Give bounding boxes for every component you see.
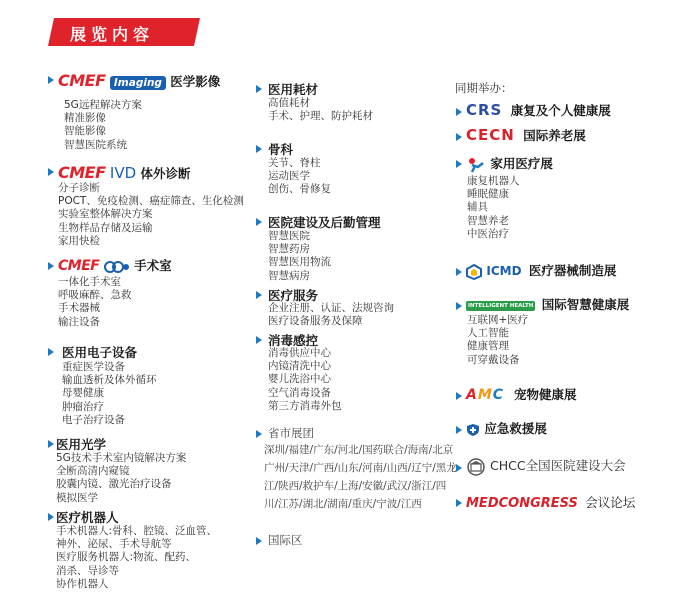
subcategory-list bbox=[467, 314, 528, 367]
list-item: 智慧医院 bbox=[268, 230, 310, 242]
bullet-icon bbox=[456, 464, 462, 472]
event-title: 家用医疗展 bbox=[490, 156, 553, 171]
bullet-icon bbox=[256, 145, 262, 153]
list-item: 空气消毒设备 bbox=[268, 386, 331, 399]
list-item: 模拟医学 bbox=[56, 491, 98, 504]
event-title: 医疗器械制造展 bbox=[528, 263, 617, 278]
category-title: 医用电子设备 bbox=[62, 345, 138, 360]
category-title: 骨科 bbox=[268, 142, 294, 157]
list-item: 手术器械 bbox=[58, 302, 100, 315]
bullet-icon bbox=[456, 426, 462, 434]
category-medical-robots[interactable] bbox=[56, 508, 119, 526]
list-item: 智慧医院系统 bbox=[64, 138, 127, 151]
list-item: 精准影像 bbox=[64, 112, 106, 125]
event-title: 国际养老展 bbox=[523, 128, 586, 143]
list-item: 全断高清内窥镜 bbox=[56, 465, 130, 478]
category-title: 消毒感控 bbox=[268, 333, 319, 348]
subcategory-list bbox=[268, 97, 373, 123]
list-item: 5G技术手术室内镜解决方案 bbox=[56, 452, 187, 464]
list-item: 关节、脊柱 bbox=[268, 157, 321, 169]
subcategory-list bbox=[56, 525, 217, 591]
category-title: 医用耗材 bbox=[268, 82, 319, 97]
event-title: 会议论坛 bbox=[585, 495, 636, 510]
event-title: 应急救援展 bbox=[484, 421, 547, 436]
category-title: 体外诊断 bbox=[140, 166, 191, 181]
event-home-medical[interactable] bbox=[466, 154, 553, 173]
list-item: 重症医学设备 bbox=[62, 361, 125, 373]
category-title: 医疗机器人 bbox=[56, 510, 119, 525]
list-item: 电子治疗设备 bbox=[62, 413, 125, 426]
imaging-tag: Imaging bbox=[110, 76, 166, 90]
list-item: 消毒供应中心 bbox=[268, 347, 331, 359]
category-international[interactable] bbox=[268, 532, 303, 548]
bullet-icon bbox=[256, 336, 262, 344]
list-item: 智慧医用物流 bbox=[268, 256, 331, 269]
bullet-icon bbox=[48, 348, 54, 356]
event-icmd[interactable] bbox=[466, 261, 616, 280]
list-item: 内镜清洗中心 bbox=[268, 360, 331, 373]
category-operating-room[interactable] bbox=[58, 256, 172, 274]
category-imaging[interactable] bbox=[58, 71, 220, 90]
bullet-icon bbox=[48, 513, 54, 521]
list-item: 人工智能 bbox=[467, 327, 509, 340]
list-item: 分子诊断 bbox=[58, 182, 100, 194]
list-item: 睡眠健康 bbox=[467, 188, 509, 201]
person-running-icon bbox=[466, 157, 486, 173]
list-item: 智慧药房 bbox=[268, 243, 310, 256]
list-item: 医疗设备服务及保障 bbox=[268, 315, 363, 328]
list-item: 呼吸麻醉、急救 bbox=[58, 289, 132, 302]
bullet-icon bbox=[456, 160, 462, 168]
bullet-icon bbox=[48, 262, 54, 270]
event-intelligent-health[interactable] bbox=[466, 295, 629, 313]
event-crs[interactable] bbox=[466, 101, 611, 119]
category-medical-electronics[interactable] bbox=[62, 343, 137, 361]
category-provincial-pavilions[interactable] bbox=[268, 425, 314, 441]
subcategory-list bbox=[268, 230, 331, 283]
list-item: 企业注册、认证、法规咨询 bbox=[268, 302, 394, 314]
list-item: 手术机器人:骨科、腔镜、泛血管、 bbox=[56, 525, 218, 537]
icmd-cube-icon bbox=[466, 264, 482, 280]
list-item: 智慧病房 bbox=[268, 269, 310, 282]
subcategory-list bbox=[56, 452, 186, 505]
bullet-icon bbox=[48, 168, 54, 176]
list-item: 第三方消毒外包 bbox=[268, 399, 342, 412]
bullet-icon bbox=[456, 392, 462, 400]
list-item: 智慧养老 bbox=[467, 214, 509, 227]
category-title: 手术室 bbox=[134, 258, 172, 273]
event-emergency-rescue[interactable] bbox=[466, 419, 547, 437]
amc-logo: AMC bbox=[466, 387, 505, 403]
event-cecn[interactable] bbox=[466, 126, 586, 144]
cmef-logo: CMEF bbox=[58, 258, 100, 274]
bullet-icon bbox=[456, 133, 462, 141]
event-title: 国际智慧健康展 bbox=[541, 297, 630, 312]
concurrent-header: 同期举办： bbox=[455, 81, 513, 95]
category-orthopedics[interactable] bbox=[268, 140, 293, 158]
cecn-logo: CECN bbox=[466, 126, 515, 144]
event-medcongress[interactable] bbox=[466, 493, 635, 511]
list-item: 可穿戴设备 bbox=[467, 353, 520, 366]
list-item: 辅具 bbox=[467, 201, 488, 214]
list-item: 母婴健康 bbox=[62, 387, 104, 400]
list-item: 手术、护理、防护耗材 bbox=[268, 110, 373, 123]
shield-cross-icon bbox=[466, 423, 480, 437]
list-item: 家用快检 bbox=[58, 234, 100, 247]
bullet-icon bbox=[456, 302, 462, 310]
list-item: 运动医学 bbox=[268, 170, 310, 183]
list-item: 医疗服务机器人:物流、配药、 bbox=[56, 551, 197, 564]
intelligent-health-logo: INTELLIGENT HEALTH bbox=[468, 302, 534, 309]
list-item: 一体化手术室 bbox=[58, 276, 121, 288]
bullet-icon bbox=[256, 85, 262, 93]
section-banner bbox=[48, 18, 200, 46]
medcongress-logo: MEDCONGRESS bbox=[466, 496, 578, 511]
chcc-emblem-icon bbox=[466, 458, 486, 476]
bullet-icon bbox=[256, 430, 262, 438]
subcategory-list bbox=[58, 182, 244, 248]
event-chcc[interactable] bbox=[466, 456, 626, 476]
crs-logo: CRS bbox=[466, 101, 503, 119]
list-item: 康复机器人 bbox=[467, 175, 520, 187]
list-item: 实验室整体解决方案 bbox=[58, 208, 153, 221]
event-title: 宠物健康展 bbox=[513, 387, 577, 402]
bullet-icon bbox=[48, 76, 54, 84]
category-hospital-construction[interactable] bbox=[268, 213, 381, 231]
list-item: 生物样品存储及运输 bbox=[58, 221, 153, 234]
list-item: 创伤、骨修复 bbox=[268, 183, 331, 196]
icmd-logo: ICMD bbox=[486, 264, 522, 278]
cmef-logo: CMEF bbox=[58, 163, 106, 182]
banner-title: 展览内容 bbox=[70, 25, 155, 44]
list-item: 高值耗材 bbox=[268, 97, 310, 109]
subcategory-list bbox=[62, 361, 157, 427]
list-item: 5G远程解决方案 bbox=[64, 99, 142, 111]
category-title: 医疗服务 bbox=[268, 288, 319, 303]
subcategory-list bbox=[268, 347, 342, 413]
subcategory-list bbox=[58, 276, 132, 329]
list-item: 神外、泌尿、手术导航等 bbox=[56, 538, 172, 551]
category-title: 国际区 bbox=[268, 533, 303, 547]
subcategory-list bbox=[467, 175, 520, 241]
bullet-icon bbox=[48, 440, 54, 448]
list-item: 消杀、导诊等 bbox=[56, 564, 119, 577]
category-title: 医学影像 bbox=[170, 74, 221, 89]
region-list: 深圳/福建/广东/河北/国药联合/海南/北京广州/天津/广西/山东/河南/山西/辽宁/黑龙江/陕西/救护车/上海/安徽/武汉/浙江/四川/江苏/湖北/湖南/重庆/宁波/江西 bbox=[264, 444, 457, 510]
or-logo-icon bbox=[104, 260, 130, 274]
category-consumables[interactable] bbox=[268, 80, 318, 98]
list-item: 互联网+医疗 bbox=[467, 314, 529, 326]
event-title: 康复及个人健康展 bbox=[510, 103, 611, 118]
list-item: 婴儿洗浴中心 bbox=[268, 373, 331, 386]
event-amc[interactable] bbox=[466, 385, 576, 403]
list-item: 协作机器人 bbox=[56, 577, 109, 590]
list-item: 智能影像 bbox=[64, 125, 106, 138]
category-ivd[interactable] bbox=[58, 163, 191, 182]
list-item: 输注设备 bbox=[58, 315, 100, 328]
category-title: 省市展团 bbox=[268, 426, 314, 440]
category-title: 医用光学 bbox=[56, 437, 107, 452]
bullet-icon bbox=[456, 499, 462, 507]
category-medical-optics[interactable] bbox=[56, 435, 106, 453]
list-item: 中医治疗 bbox=[467, 227, 509, 240]
event-title: CHCC全国医院建设大会 bbox=[489, 458, 626, 473]
bullet-icon bbox=[256, 291, 262, 299]
subcategory-list bbox=[64, 99, 142, 152]
bullet-icon bbox=[256, 218, 262, 226]
list-item: 输血透析及体外循环 bbox=[62, 374, 157, 387]
category-title: 医院建设及后勤管理 bbox=[268, 215, 381, 230]
list-item: 胶囊内镜、激光治疗设备 bbox=[56, 478, 172, 491]
bullet-icon bbox=[456, 108, 462, 116]
list-item: POCT、免疫检测、癌症筛查、生化检测 bbox=[58, 195, 244, 208]
subcategory-list bbox=[268, 302, 394, 328]
bullet-icon bbox=[456, 268, 462, 276]
list-item: 肿瘤治疗 bbox=[62, 400, 104, 413]
list-item: 健康管理 bbox=[467, 340, 509, 353]
bullet-icon bbox=[256, 537, 262, 545]
subcategory-list bbox=[268, 157, 331, 197]
ivd-tag: IVD bbox=[109, 164, 137, 182]
cmef-logo: CMEF bbox=[58, 71, 106, 90]
